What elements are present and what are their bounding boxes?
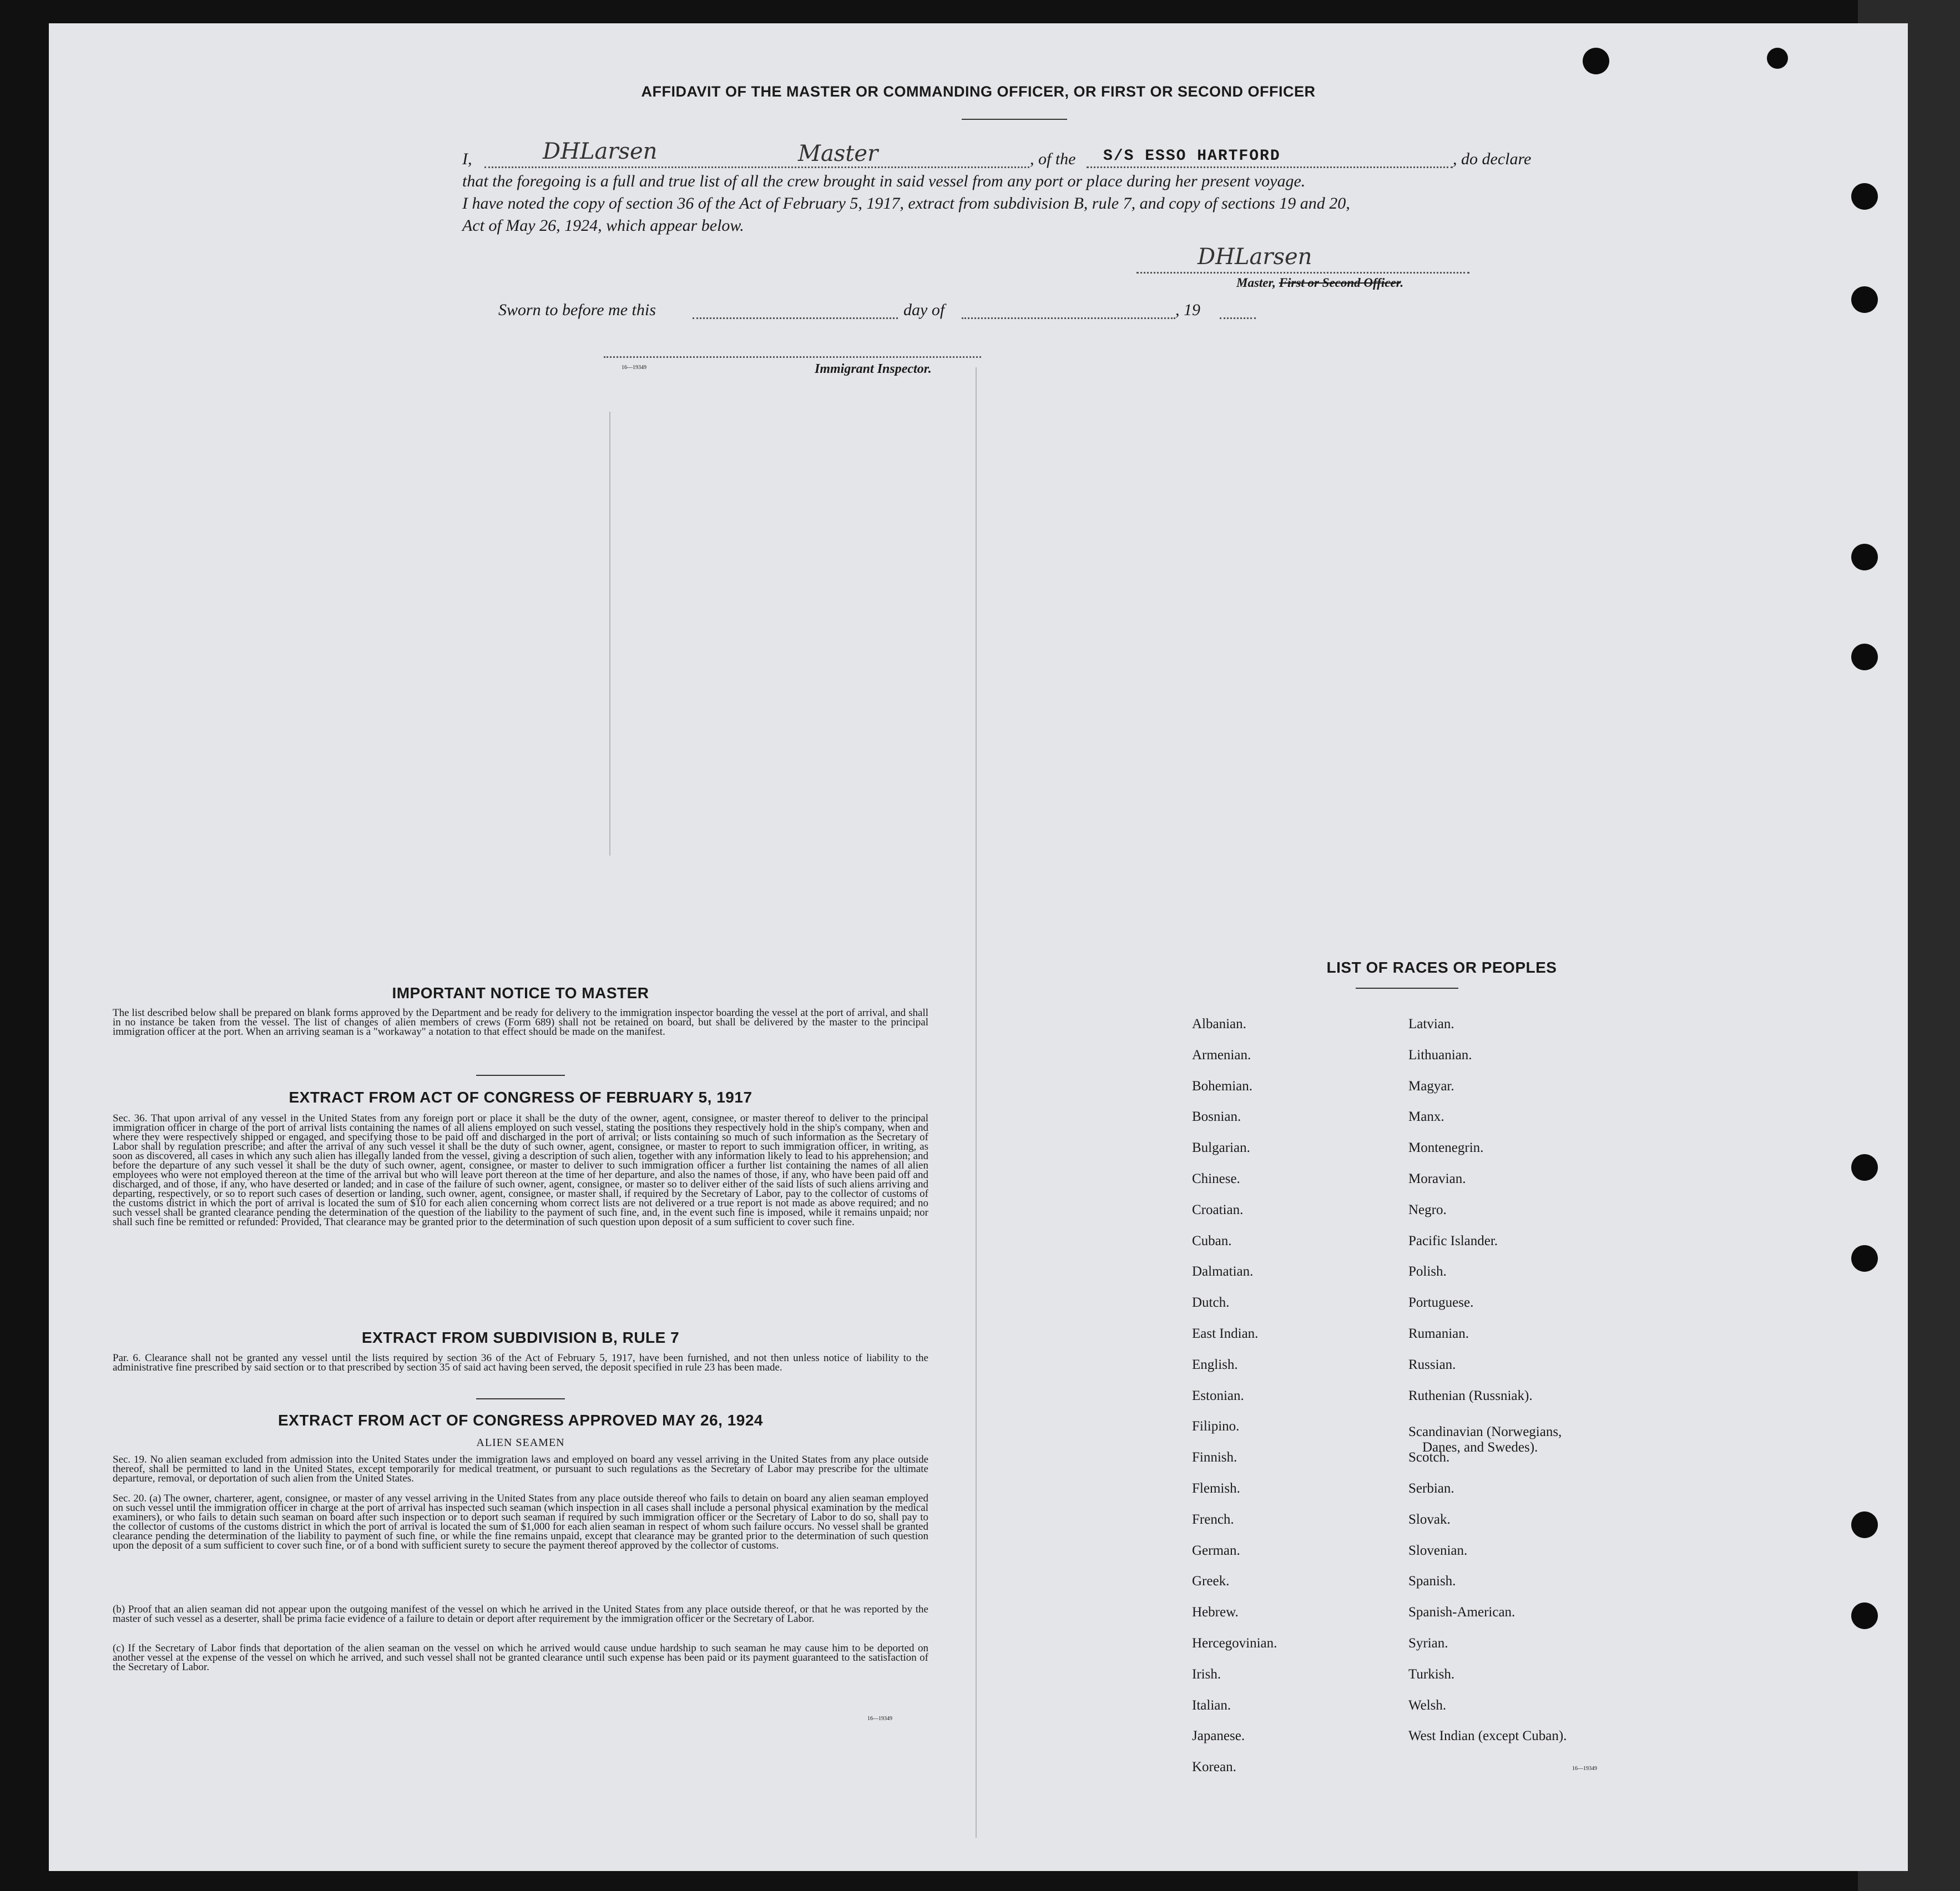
race-item: Danes, and Swedes). (1422, 1440, 1538, 1455)
race-item: Russian. (1408, 1357, 1456, 1372)
sworn-label: Sworn to before me this (498, 301, 656, 319)
fold-line-left (609, 412, 610, 856)
rank-handwritten: Master (798, 141, 878, 166)
race-item: Croatian. (1192, 1202, 1244, 1217)
do-declare-label: , do declare (1453, 150, 1532, 168)
race-item: Moravian. (1408, 1171, 1466, 1186)
race-item: Spanish-American. (1408, 1605, 1516, 1620)
race-item: Polish. (1408, 1264, 1447, 1280)
inspector-label: Immigrant Inspector. (815, 362, 932, 376)
race-item: Portuguese. (1408, 1295, 1474, 1311)
race-item: Dutch. (1192, 1295, 1230, 1311)
race-item: French. (1192, 1511, 1234, 1527)
punch-hole (1851, 1602, 1878, 1629)
act1924-title: EXTRACT FROM ACT OF CONGRESS APPROVED MAY 26, 1924 (278, 1412, 763, 1429)
year-prefix: , 19 (1175, 301, 1200, 319)
punch-hole (1851, 644, 1878, 670)
punch-hole (1851, 286, 1878, 313)
race-item: Magyar. (1408, 1078, 1454, 1094)
race-item: Filipino. (1192, 1419, 1240, 1434)
caption-master: Master, (1236, 276, 1279, 290)
of-the-label: , of the (1030, 150, 1076, 168)
race-item: Turkish. (1408, 1666, 1455, 1682)
race-item: Korean. (1192, 1759, 1236, 1775)
race-item: Montenegrin. (1408, 1140, 1484, 1156)
race-item: West Indian (except Cuban). (1408, 1728, 1567, 1744)
race-item: Italian. (1192, 1697, 1231, 1713)
notice-text: The list described below shall be prepared on blank forms approved by the Department and be ready for delivery to the immigration inspector boarding the vessel at the port of arrival, and shall in no instance be taken from the vessel. The list of changes of alien members of crews (Form 689) shall not be retained on board, but shall be delivered by the master to the principal immigration officer at the port. When an arriving seaman is a "workaway" a notation to that effect should be made on the manifest. (113, 1007, 928, 1038)
race-item: Bohemian. (1192, 1078, 1253, 1094)
race-item: Ruthenian (Russniak). (1408, 1388, 1533, 1403)
signature-line (1136, 272, 1469, 274)
punch-hole (1851, 544, 1878, 570)
punch-hole (1851, 183, 1878, 210)
act1924-form-number: 16—19349 (867, 1716, 892, 1722)
race-item: Latvian. (1408, 1017, 1454, 1032)
race-item: Hercegovinian. (1192, 1636, 1277, 1651)
races-title: LIST OF RACES OR PEOPLES (1326, 959, 1557, 976)
act1924-sec20b: (b) Proof that an alien seaman did not appear upon the outgoing manifest of the vessel on which he arrived in the United States from any place outside thereof, or that he was reported by the master of such vessel as a deserter, shall be prima facie evidence of a failure to detain or deport after requirement by the immigration officer or the Secretary of Labor. (113, 1604, 928, 1625)
affidavit-line-3: I have noted the copy of section 36 of the Act of February 5, 1917, extract from subdivision B, rule 7, and copy of sections 19 and 20, (462, 194, 1350, 213)
race-item: Syrian. (1408, 1636, 1448, 1651)
race-item: Manx. (1408, 1109, 1444, 1125)
race-item: Chinese. (1192, 1171, 1240, 1186)
act1924-sec19: Sec. 19. No alien seaman excluded from admission into the United States under the immigration laws and employed on board any vessel arriving in the United States from any place outside thereof, shall be permitted to land in the United States, except temporarily for medical treatment, or pursuant to such regulations as the Secretary of Labor may prescribe for the ultimate departure, removal, or deportation of such alien from the United States. (113, 1454, 928, 1484)
punch-hole (1851, 1245, 1878, 1272)
act1917-text: Sec. 36. That upon arrival of any vessel in the United States from any foreign port or place it shall be the duty of the owner, agent, consignee, or master thereof to deliver to the principal immigration officer in charge of the port of arrival lists containing the names of all aliens employed on such vessel, stating the positions they respectively hold in the ship's company, when and where they were respectively shipped or engaged, and specifying those to be paid off and discharged in the port of arrival; or lists containing so much of such information as the Secretary of Labor shall by regulation prescribe; and after the arrival of any such vessel it shall be the duty of such owner, agent, consignee, or master to report to such immigration officer, in writing, as soon as discovered, all cases in which any such alien has illegally landed from the vessel, giving a description of such alien, together with any information likely to lead to his apprehension; and before the departure of any such vessel it shall be the duty of such owner, agent, consignee, or master to deliver to such immigration officer a further list containing the names of all alien employees who were not employed thereon at the time of the arrival but who will leave port thereon at the time of her departure, and also the names of those, if any, who have been paid off and discharged, and of those, if any, who have deserted or landed; and in case of the failure of such owner, agent, consignee, or master so to deliver either of the said lists of such aliens arriving and departing, respectively, or so to report such cases of desertion or landing, such owner, agent, consignee, or master shall, if required by the Secretary of Labor, pay to the collector of customs of the customs district in which the port of arrival is located the sum of $10 for each alien concerning whom correct lists are not delivered or a true report is not made as above required; and no such vessel shall be granted clearance pending the determination of the question of the liability to the payment of such fine, and, in the event such fine is imposed, while it remains unpaid; nor shall such fine be remitted or refunded: Provided, That clearance may be granted prior to the determination of such question upon deposit of a sum sufficient to cover such fine. (113, 1113, 928, 1228)
race-item: Lithuanian. (1408, 1047, 1472, 1063)
race-item: Rumanian. (1408, 1326, 1469, 1341)
declarant-signature: DHLarsen (543, 139, 658, 164)
act1924-subtitle: ALIEN SEAMEN (476, 1437, 565, 1449)
affidavit-title: AFFIDAVIT OF THE MASTER OR COMMANDING OFFICER, OR FIRST OR SECOND OFFICER (641, 83, 1316, 100)
race-item: Dalmatian. (1192, 1264, 1254, 1280)
act1924-sec20c: (c) If the Secretary of Labor finds that deportation of the alien seaman on the vessel on which he arrived would cause undue hardship to such seaman he may cause him to be deported on another vessel at the expense of the vessel on which he arrived, and such vessel shall not be granted clearance until such expense has been paid or its payment guaranteed to the satisfaction of the Secretary of Labor. (113, 1642, 928, 1673)
master-signature: DHLarsen (1198, 244, 1312, 270)
act1924-sec20a: Sec. 20. (a) The owner, charterer, agent, consignee, or master of any vessel arriving in the United States from any place outside thereof who fails to detain on board any alien seaman employed on such vessel until the immigration officer in charge at the port of arrival has inspected such seaman (which inspection in all cases shall include a personal physical examination by the medical examiners), or who fails to detain such seaman on board after such inspection or to deport such seaman if required by such immigration officer or the Secretary of Labor to do so, shall pay to the collector of customs of the customs district in which the port of arrival is located the sum of $1,000 for each alien seaman in respect of whom such failure occurs. No vessel shall be granted clearance pending the determination of the liability to payment of such fine, or while the fine remains unpaid, except that clearance may be granted prior to the determination of such question upon the deposit of a sum sufficient to cover such fine, or of a bond with sufficient surety to secure the payment thereof approved by the collector of customs. (113, 1493, 928, 1551)
race-item: Cuban. (1192, 1233, 1232, 1248)
race-item: Albanian. (1192, 1017, 1246, 1032)
race-item: Scotch. (1408, 1450, 1450, 1465)
races-rule (1356, 988, 1458, 989)
punch-hole (1767, 48, 1788, 69)
race-item: Finnish. (1192, 1450, 1237, 1465)
affidavit-form-number: 16—19349 (622, 365, 646, 371)
sworn-day-line (693, 317, 898, 319)
race-item: Hebrew. (1192, 1605, 1239, 1620)
race-item: Slovenian. (1408, 1543, 1468, 1558)
notice-title: IMPORTANT NOTICE TO MASTER (392, 984, 649, 1002)
rule7-text: Par. 6. Clearance shall not be granted any vessel until the lists required by section 36 of the Act of February 5, 1917, have been furnished, and not then unless notice of liability to the administrative fine prescribed by said section or to that prescribed by section 35 of said act having been served, the deposit specified in rule 23 has been made. (113, 1352, 928, 1373)
affidavit-line-4: Act of May 26, 1924, which appear below. (462, 216, 744, 235)
race-item: Bosnian. (1192, 1109, 1241, 1125)
title-rule (962, 119, 1067, 120)
race-item: Japanese. (1192, 1728, 1245, 1744)
inspector-line (604, 356, 981, 358)
race-item: Armenian. (1192, 1047, 1251, 1063)
race-item: Bulgarian. (1192, 1140, 1250, 1156)
race-item: Flemish. (1192, 1481, 1240, 1496)
signature-caption (1236, 276, 1403, 290)
day-of-label: day of (903, 301, 945, 319)
document-page (49, 23, 1908, 1871)
race-item: Slovak. (1408, 1511, 1451, 1527)
race-item: East Indian. (1192, 1326, 1259, 1341)
i-label: I, (462, 150, 472, 168)
fold-line-center (976, 367, 977, 1838)
race-item: German. (1192, 1543, 1240, 1558)
notice-rule (476, 1075, 565, 1076)
race-item: Negro. (1408, 1202, 1447, 1217)
race-item: Greek. (1192, 1574, 1230, 1589)
punch-hole (1851, 1511, 1878, 1538)
sworn-month-line (962, 317, 1175, 319)
race-item: Spanish. (1408, 1574, 1456, 1589)
race-item: Scandinavian (Norwegians, (1408, 1424, 1562, 1440)
act1917-title: EXTRACT FROM ACT OF CONGRESS OF FEBRUARY 5, 1917 (289, 1089, 752, 1106)
races-form-number: 16—19349 (1572, 1766, 1597, 1772)
name-line (484, 166, 1029, 168)
caption-end: . (1400, 276, 1404, 290)
race-item: Irish. (1192, 1666, 1221, 1682)
vessel-line (1087, 166, 1453, 168)
rule7-title: EXTRACT FROM SUBDIVISION B, RULE 7 (361, 1329, 680, 1346)
caption-struck: First or Second Officer (1279, 276, 1401, 290)
punch-hole (1583, 48, 1609, 74)
race-item: Serbian. (1408, 1481, 1454, 1496)
race-item: Estonian. (1192, 1388, 1244, 1403)
affidavit-line-2: that the foregoing is a full and true list of all the crew brought in said vessel from any port or place during her present voyage. (462, 172, 1306, 190)
race-item: Welsh. (1408, 1697, 1447, 1713)
rule7-rule (476, 1398, 565, 1399)
race-item: Pacific Islander. (1408, 1233, 1498, 1248)
punch-hole (1851, 1154, 1878, 1181)
sworn-year-line (1220, 317, 1256, 319)
race-item: English. (1192, 1357, 1238, 1372)
vessel-name: S/S ESSO HARTFORD (1103, 148, 1281, 165)
